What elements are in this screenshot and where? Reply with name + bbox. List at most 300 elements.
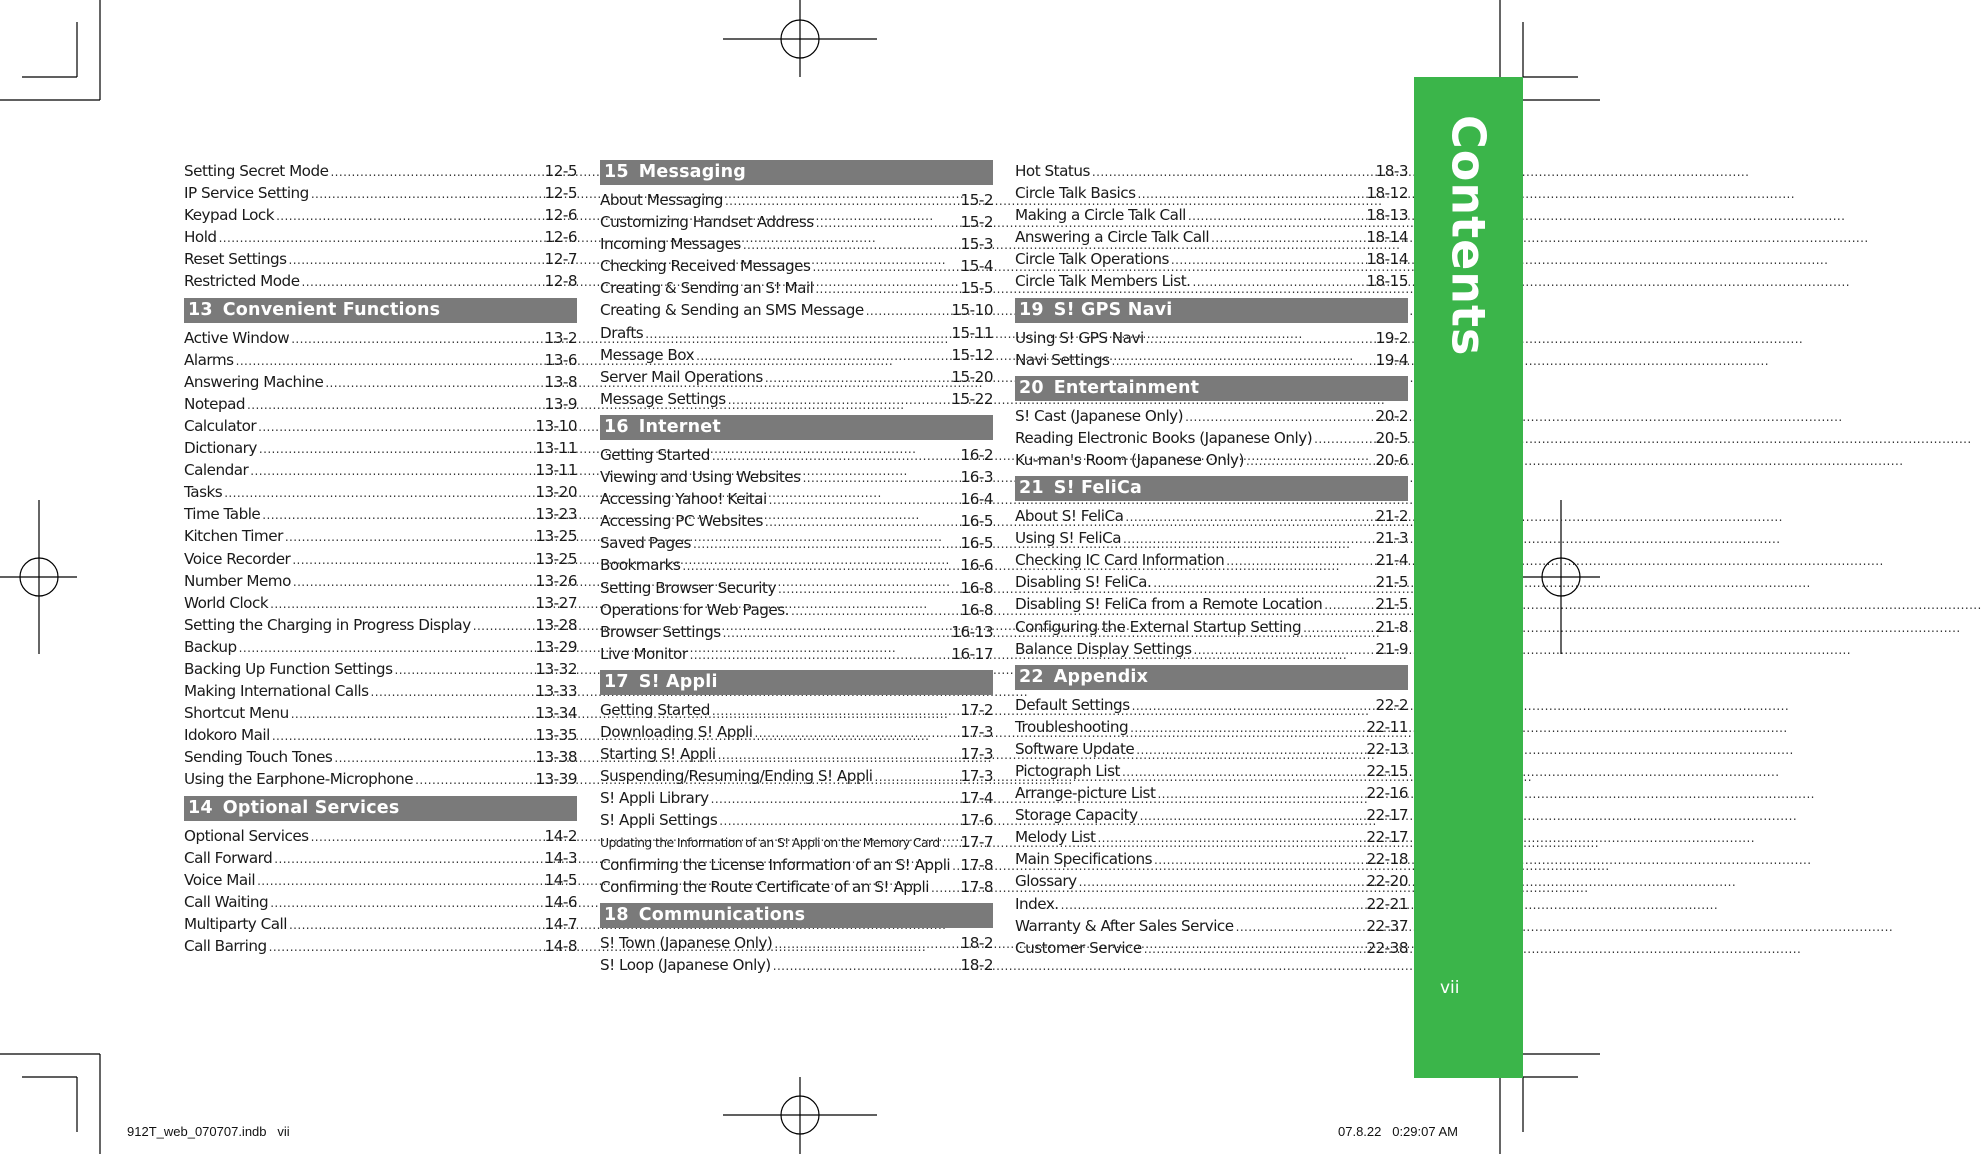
toc-entry-title: Alarms <box>184 350 234 369</box>
dot-leader <box>718 744 959 766</box>
toc-entry-title: Default Settings <box>1015 695 1130 714</box>
toc-entry-page: 14-2 <box>544 826 577 845</box>
dot-leader <box>812 256 958 278</box>
section-number: 16 <box>604 416 629 437</box>
toc-entry-page: 15-2 <box>960 191 993 209</box>
dot-leader <box>219 227 543 249</box>
section-header <box>600 160 993 185</box>
toc-entry-page: 17-3 <box>960 722 993 741</box>
toc-entry-title: Reading Electronic Books (Japanese Only) <box>1015 428 1313 447</box>
dot-leader <box>1144 938 1365 960</box>
toc-entry-title: Bookmarks <box>600 556 681 575</box>
dot-leader <box>723 622 950 644</box>
toc-entry-page: 15-2 <box>960 213 993 232</box>
toc-entry-page: 21-9 <box>1375 639 1408 658</box>
toc-entry-page: 18-2 <box>960 955 993 974</box>
toc-entry-page: 13-6 <box>544 350 577 369</box>
toc-entry[interactable] <box>1015 937 1408 959</box>
dot-leader <box>302 271 543 293</box>
dot-leader <box>931 877 959 899</box>
toc-entry-page: 21-5 <box>1375 595 1408 614</box>
toc-entry-title: Pictograph List <box>1015 761 1120 780</box>
toc-entry[interactable] <box>1015 349 1408 371</box>
toc-entry[interactable] <box>1015 160 1408 182</box>
toc-entry[interactable] <box>600 488 993 510</box>
dot-leader <box>1130 717 1364 739</box>
toc-entry[interactable] <box>600 765 993 787</box>
toc-entry-title: Making a Circle Talk Call <box>1015 206 1186 225</box>
toc-entry-title: Viewing and Using Websites <box>600 468 801 487</box>
toc-entry[interactable] <box>184 869 577 891</box>
toc-entry[interactable] <box>184 614 577 636</box>
dot-leader <box>1194 639 1374 661</box>
toc-entry-title: Shortcut Menu <box>184 704 289 723</box>
toc-entry-title: Customizing Handset Address <box>600 213 814 232</box>
dot-leader <box>773 955 959 977</box>
toc-entry[interactable] <box>1015 270 1408 292</box>
section-title: Optional Services <box>222 797 400 818</box>
toc-entry-page: 18-14 <box>1366 250 1408 269</box>
toc-entry-title: World Clock <box>184 593 269 612</box>
dot-leader <box>276 205 542 227</box>
toc-entry-page: 18-3 <box>1375 162 1408 180</box>
toc-entry[interactable] <box>600 787 993 809</box>
toc-entry-title: Confirming the Route Certificate of an S! Appli <box>600 877 929 896</box>
toc-entry-title: Creating & Sending an SMS Message <box>600 301 864 320</box>
dot-leader <box>224 482 533 504</box>
toc-entry-title: Customer Service <box>1015 938 1142 957</box>
toc-entry-page: 13-10 <box>535 416 577 435</box>
toc-entry[interactable] <box>184 768 577 790</box>
toc-entry[interactable] <box>1015 694 1408 716</box>
toc-entry[interactable] <box>184 349 577 371</box>
toc-entry-page: 15-4 <box>960 257 993 276</box>
footer-file-name: 912T_web_070707.indb vii <box>127 1124 290 1139</box>
dot-leader <box>1123 528 1374 550</box>
toc-entry-page: 16-2 <box>960 445 993 464</box>
dot-leader <box>1188 205 1364 227</box>
toc-entry-page: 22-2 <box>1375 695 1408 714</box>
toc-entry-title: Using S! FeliCa <box>1015 529 1121 548</box>
dot-leader <box>262 504 533 526</box>
toc-entry-title: Voice Recorder <box>184 549 291 568</box>
dot-leader <box>719 810 958 832</box>
dot-leader <box>1132 695 1374 717</box>
toc-entry[interactable] <box>600 554 993 576</box>
toc-entry[interactable] <box>1015 915 1408 937</box>
toc-entry[interactable] <box>184 415 577 437</box>
toc-entry[interactable] <box>600 831 993 853</box>
dot-leader <box>257 870 542 892</box>
toc-entry-page: 16-13 <box>951 622 993 641</box>
dot-leader <box>291 328 542 350</box>
toc-entry-page: 12-6 <box>544 206 577 225</box>
toc-entry[interactable] <box>600 577 993 599</box>
toc-entry-page: 13-23 <box>535 505 577 524</box>
toc-entry-title: Backing Up Function Settings <box>184 659 393 678</box>
dot-leader <box>725 190 959 212</box>
toc-entry[interactable] <box>600 510 993 532</box>
dot-leader <box>236 350 543 372</box>
toc-entry-page: 22-17 <box>1366 806 1408 825</box>
toc-entry-title: Checking Received Messages <box>600 257 811 276</box>
toc-entry[interactable] <box>600 721 993 743</box>
toc-column-3 <box>1015 160 1408 959</box>
toc-entry[interactable] <box>1015 405 1408 427</box>
dot-leader <box>1171 249 1364 271</box>
toc-entry[interactable] <box>184 825 577 847</box>
toc-entry-title: Message Settings <box>600 389 726 408</box>
toc-entry[interactable] <box>1015 738 1408 760</box>
section-title: Entertainment <box>1053 377 1200 398</box>
toc-entry-title: Call Forward <box>184 848 273 867</box>
toc-entry-page: 12-5 <box>544 162 577 180</box>
dot-leader <box>816 212 959 234</box>
toc-entry-title: About Messaging <box>600 191 723 209</box>
toc-entry[interactable] <box>184 548 577 570</box>
toc-entry[interactable] <box>184 327 577 349</box>
toc-entry[interactable] <box>1015 760 1408 782</box>
toc-entry-title: Making International Calls <box>184 682 369 701</box>
toc-entry[interactable] <box>184 847 577 869</box>
toc-entry-title: Balance Display Settings <box>1015 639 1192 658</box>
toc-entry-title: About S! FeliCa <box>1015 507 1124 526</box>
toc-entry[interactable] <box>1015 716 1408 738</box>
toc-entry-title: Configuring the External Startup Setting <box>1015 617 1302 636</box>
toc-entry-page: 13-33 <box>535 682 577 701</box>
toc-entry[interactable] <box>184 702 577 724</box>
toc-entry[interactable] <box>184 525 577 547</box>
toc-entry-title: Suspending/Resuming/Ending S! Appli <box>600 767 873 786</box>
dot-leader <box>1157 783 1364 805</box>
dot-leader <box>1079 871 1365 893</box>
toc-entry[interactable] <box>184 891 577 913</box>
section-header <box>184 796 577 821</box>
toc-entry-title: Notepad <box>184 394 246 413</box>
toc-entry[interactable] <box>184 437 577 459</box>
toc-entry[interactable] <box>1015 616 1408 638</box>
section-number: 17 <box>604 671 629 692</box>
toc-entry-title: S! Cast (Japanese Only) <box>1015 406 1184 425</box>
toc-entry-title: Confirming the License Information of an S! Appli <box>600 855 951 874</box>
toc-entry-title: Reset Settings <box>184 250 287 269</box>
toc-entry-title: Number Memo <box>184 571 291 590</box>
toc-entry[interactable] <box>184 746 577 768</box>
toc-entry[interactable] <box>600 344 993 366</box>
toc-entry[interactable] <box>184 160 577 182</box>
toc-entry-page: 15-3 <box>960 235 993 254</box>
toc-entry-page: 22-38 <box>1366 938 1408 957</box>
toc-entry[interactable] <box>184 570 577 592</box>
toc-entry[interactable] <box>600 854 993 876</box>
toc-entry[interactable] <box>600 466 993 488</box>
toc-entry[interactable] <box>184 658 577 680</box>
dot-leader <box>291 703 534 725</box>
section-title: Appendix <box>1053 666 1149 687</box>
toc-entry-page: 15-12 <box>951 345 993 364</box>
dot-leader <box>711 788 959 810</box>
toc-entry-title: Hot Status <box>1015 162 1090 180</box>
toc-entry-title: Circle Talk Basics <box>1015 184 1136 203</box>
section-title: Messaging <box>638 162 747 182</box>
toc-entry-page: 22-21 <box>1366 894 1408 913</box>
toc-entry[interactable] <box>184 393 577 415</box>
dot-leader <box>1122 761 1364 783</box>
dot-leader <box>1314 428 1373 450</box>
toc-entry-page: 13-29 <box>535 637 577 656</box>
toc-entry-title: Main Specifications <box>1015 850 1153 869</box>
dot-leader <box>743 234 959 256</box>
dot-leader <box>765 367 950 389</box>
toc-entry-page: 14-3 <box>544 848 577 867</box>
dot-leader <box>1146 328 1374 350</box>
toc-entry[interactable] <box>184 371 577 393</box>
toc-entry[interactable] <box>600 743 993 765</box>
toc-entry-title: Live Monitor <box>600 644 688 663</box>
dot-leader <box>1236 916 1365 938</box>
toc-entry[interactable] <box>600 599 993 621</box>
section-number: 19 <box>1019 299 1044 320</box>
dot-leader <box>754 722 958 744</box>
toc-entry[interactable] <box>600 643 993 665</box>
toc-entry[interactable] <box>1015 571 1408 593</box>
toc-entry-title: Time Table <box>184 505 261 524</box>
toc-entry-page: 14-5 <box>544 870 577 889</box>
dot-leader <box>1138 183 1365 205</box>
toc-entry[interactable] <box>600 809 993 831</box>
toc-entry[interactable] <box>184 270 577 292</box>
toc-entry[interactable] <box>1015 870 1408 892</box>
toc-entry[interactable] <box>184 226 577 248</box>
toc-entry-page: 21-2 <box>1375 507 1408 526</box>
section-title: S! Appli <box>638 671 718 692</box>
section-header <box>1015 376 1408 401</box>
dot-leader <box>769 489 959 511</box>
toc-entry[interactable] <box>600 255 993 277</box>
toc-entry[interactable] <box>600 954 993 976</box>
dot-leader <box>693 533 959 555</box>
toc-entry[interactable] <box>184 182 577 204</box>
toc-entry-title: Browser Settings <box>600 622 721 641</box>
toc-entry[interactable] <box>1015 638 1408 660</box>
toc-entry-title: Call Waiting <box>184 892 269 911</box>
section-title: Convenient Functions <box>222 299 441 320</box>
dot-leader <box>645 323 949 345</box>
toc-entry-page: 17-3 <box>960 767 993 786</box>
toc-entry-title: Updating the Information of an S! Appli on the Memory Card <box>600 835 940 851</box>
toc-entry-title: Hold <box>184 228 217 247</box>
dot-leader <box>1092 161 1374 183</box>
toc-entry[interactable] <box>184 459 577 481</box>
toc-entry[interactable] <box>1015 248 1408 270</box>
dot-leader <box>1136 739 1364 761</box>
toc-entry[interactable] <box>1015 427 1408 449</box>
toc-entry[interactable] <box>184 481 577 503</box>
dot-leader <box>1154 849 1364 871</box>
toc-entry-page: 16-4 <box>960 490 993 509</box>
toc-entry-page: 18-15 <box>1366 272 1408 291</box>
toc-entry[interactable] <box>600 277 993 299</box>
dot-leader <box>690 644 950 666</box>
toc-entry-title: Calculator <box>184 416 257 435</box>
dot-leader <box>259 438 533 460</box>
toc-entry-title: Restricted Mode <box>184 272 300 291</box>
toc-entry-title: Message Box <box>600 345 695 364</box>
toc-entry-page: 22-13 <box>1366 739 1408 758</box>
toc-entry[interactable] <box>184 935 577 957</box>
toc-entry-page: 13-34 <box>535 704 577 723</box>
section-number: 18 <box>604 904 629 925</box>
toc-entry[interactable] <box>1015 327 1408 349</box>
toc-entry[interactable] <box>600 621 993 643</box>
toc-entry-title: Answering a Circle Talk Call <box>1015 228 1210 247</box>
toc-entry-title: Tasks <box>184 483 223 502</box>
dot-leader <box>270 892 542 914</box>
toc-entry[interactable] <box>600 876 993 898</box>
toc-entry-page: 13-38 <box>535 748 577 767</box>
dot-leader <box>803 467 959 489</box>
toc-entry-title: Downloading S! Appli <box>600 722 753 741</box>
toc-entry-title: IP Service Setting <box>184 184 309 203</box>
toc-entry-title: Voice Mail <box>184 870 256 889</box>
dot-leader <box>247 394 542 416</box>
toc-entry-title: Disabling S! FeliCa from a Remote Location <box>1015 595 1323 614</box>
toc-entry-page: 13-28 <box>535 615 577 634</box>
toc-entry-title: Setting the Charging in Progress Display <box>184 615 471 634</box>
toc-entry[interactable] <box>1015 593 1408 615</box>
toc-entry-title: Arrange-picture List <box>1015 784 1156 803</box>
toc-entry-title: Circle Talk Members List. <box>1015 272 1191 291</box>
toc-entry-title: Sending Touch Tones <box>184 748 333 767</box>
toc-entry-page: 13-9 <box>544 394 577 413</box>
toc-entry-page: 13-2 <box>544 328 577 347</box>
toc-entry-title: Storage Capacity <box>1015 806 1138 825</box>
toc-entry-title: Calendar <box>184 461 249 480</box>
toc-entry[interactable] <box>600 932 993 954</box>
toc-entry[interactable] <box>600 322 993 344</box>
toc-entry[interactable] <box>1015 893 1408 915</box>
toc-entry-title: Ku-man's Room (Japanese Only) <box>1015 450 1244 469</box>
toc-entry-title: Warranty & After Sales Service <box>1015 916 1234 935</box>
toc-entry[interactable] <box>600 699 993 721</box>
toc-entry[interactable] <box>600 366 993 388</box>
dot-leader <box>311 183 543 205</box>
toc-entry[interactable] <box>1015 826 1408 848</box>
toc-entry-page: 16-6 <box>960 556 993 575</box>
toc-entry[interactable] <box>184 913 577 935</box>
dot-leader <box>1061 894 1365 916</box>
toc-entry-page: 16-5 <box>960 534 993 553</box>
toc-entry[interactable] <box>600 233 993 255</box>
toc-entry-page: 18-12 <box>1366 184 1408 203</box>
toc-entry[interactable] <box>184 592 577 614</box>
contents-tab <box>1414 77 1523 1078</box>
toc-entry-title: Active Window <box>184 328 290 347</box>
toc-entry-page: 15-11 <box>951 323 993 342</box>
toc-entry[interactable] <box>1015 204 1408 226</box>
toc-entry[interactable] <box>1015 549 1408 571</box>
toc-entry-page: 16-8 <box>960 578 993 597</box>
dot-leader <box>1140 805 1365 827</box>
section-header <box>600 415 993 440</box>
toc-entry[interactable] <box>184 680 577 702</box>
toc-entry[interactable] <box>1015 505 1408 527</box>
toc-entry-title: Navi Settings <box>1015 350 1110 369</box>
dot-leader <box>239 637 534 659</box>
section-header <box>600 903 993 928</box>
toc-entry-page: 17-7 <box>960 833 993 852</box>
toc-entry-page: 15-22 <box>951 389 993 408</box>
toc-entry-title: Answering Machine <box>184 372 324 391</box>
toc-entry[interactable] <box>600 444 993 466</box>
toc-entry[interactable] <box>600 299 993 321</box>
section-number: 13 <box>188 299 213 320</box>
toc-entry[interactable] <box>184 204 577 226</box>
toc-entry[interactable] <box>184 503 577 525</box>
toc-entry-title: Creating & Sending an S! Mail <box>600 279 814 298</box>
toc-entry[interactable] <box>1015 182 1408 204</box>
toc-entry[interactable] <box>600 211 993 233</box>
toc-entry-title: Call Barring <box>184 937 267 955</box>
toc-entry[interactable] <box>1015 782 1408 804</box>
toc-entry[interactable] <box>600 388 993 410</box>
toc-entry-title: Starting S! Appli <box>600 745 716 764</box>
toc-entry-page: 14-7 <box>544 914 577 933</box>
toc-entry-title: Checking IC Card Information <box>1015 551 1225 570</box>
toc-entry-page: 13-32 <box>535 659 577 678</box>
toc-entry-title: Saved Pages <box>600 534 691 553</box>
dot-leader <box>1303 617 1373 639</box>
toc-entry-page: 17-8 <box>960 877 993 896</box>
section-number: 15 <box>604 162 629 182</box>
toc-entry[interactable] <box>600 532 993 554</box>
toc-entry-page: 22-20 <box>1366 872 1408 891</box>
toc-entry[interactable] <box>1015 449 1408 471</box>
toc-entry-title: Accessing Yahoo! Keitai <box>600 490 767 509</box>
toc-entry-title: Disabling S! FeliCa. <box>1015 573 1152 592</box>
dot-leader <box>728 389 950 411</box>
toc-entry-page: 17-8 <box>960 855 993 874</box>
toc-column-2 <box>600 160 993 976</box>
toc-entry[interactable] <box>1015 848 1408 870</box>
section-header <box>600 670 993 695</box>
toc-entry-title: Getting Started <box>600 445 710 464</box>
toc-entry[interactable] <box>600 189 993 211</box>
section-number: 14 <box>188 797 213 818</box>
toc-entry-page: 13-26 <box>535 571 577 590</box>
toc-entry[interactable] <box>184 248 577 270</box>
toc-entry-title: S! Appli Settings <box>600 811 718 830</box>
dot-leader <box>325 372 542 394</box>
dot-leader <box>712 445 959 467</box>
toc-entry-title: Server Mail Operations <box>600 367 763 386</box>
toc-entry-page: 22-11 <box>1366 717 1408 736</box>
toc-entry-page: 12-5 <box>544 184 577 203</box>
toc-entry[interactable] <box>184 724 577 746</box>
dot-leader <box>395 659 534 681</box>
toc-entry-title: Optional Services <box>184 826 309 845</box>
toc-entry[interactable] <box>184 636 577 658</box>
toc-entry-page: 18-14 <box>1366 228 1408 247</box>
toc-entry[interactable] <box>1015 527 1408 549</box>
toc-entry-page: 13-25 <box>535 549 577 568</box>
toc-entry-page: 19-4 <box>1375 350 1408 369</box>
toc-entry[interactable] <box>1015 226 1408 248</box>
toc-entry-page: 12-8 <box>544 272 577 291</box>
toc-entry-page: 14-6 <box>544 892 577 911</box>
toc-entry[interactable] <box>1015 804 1408 826</box>
dot-leader <box>371 681 534 703</box>
